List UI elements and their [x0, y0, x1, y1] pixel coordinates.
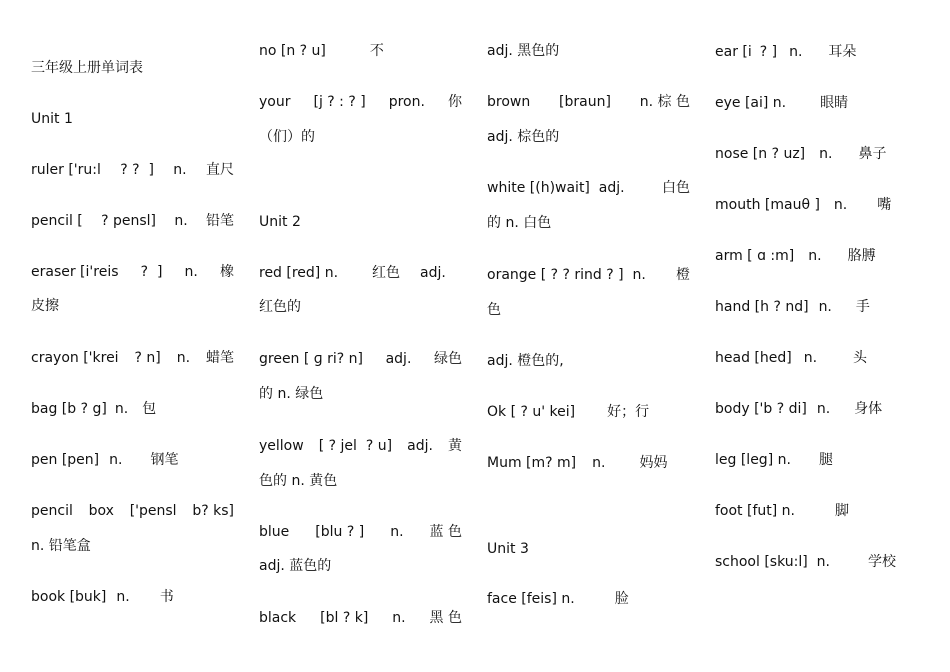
entry-your-cont: （们）的	[259, 129, 315, 145]
entry-green-cont: 的 n. 绿色	[259, 386, 324, 402]
entry-nose: nose [n ? uz] n. 鼻子	[715, 146, 887, 162]
entry-face: face [feis] n. 脸	[487, 591, 629, 607]
entry-black: black [bl ? k] n. 黑 色	[259, 610, 462, 626]
entry-ear: ear [i ? ] n. 耳朵	[715, 44, 857, 60]
entry-eye: eye [ai] n. 眼睛	[715, 95, 849, 111]
entry-pencil-box: pencil box ['pensl b? ks]	[31, 503, 234, 519]
entry-orange-cont: 色	[487, 302, 501, 318]
entry-no: no [n ? u] 不	[259, 43, 384, 59]
entry-black-cont: adj. 黑色的	[487, 43, 560, 59]
entry-yellow: yellow [ ? jel ? u] adj. 黄	[259, 438, 462, 454]
entry-blue-cont: adj. 蓝色的	[259, 558, 332, 574]
entry-leg: leg [leg] n. 腿	[715, 452, 833, 468]
entry-bag: bag [b ? g] n. 包	[31, 401, 157, 417]
entry-head: head [hed] n. 头	[715, 350, 868, 366]
entry-foot: foot [fut] n. 脚	[715, 503, 849, 519]
entry-brown-cont: adj. 棕色的	[487, 129, 560, 145]
unit-2-heading: Unit 2	[259, 214, 301, 230]
entry-red: red [red] n. 红色 adj.	[259, 265, 446, 281]
entry-eraser: eraser [i'reis ? ] n. 橡	[31, 264, 234, 280]
entry-green: green [ ɡ ri? n] adj. 绿色	[259, 351, 462, 367]
entry-red-cont: 红色的	[259, 299, 301, 315]
entry-brown: brown [braun] n. 棕 色	[487, 94, 690, 110]
entry-mum: Mum [m? m] n. 妈妈	[487, 455, 668, 471]
entry-eraser-cont: 皮擦	[31, 298, 59, 314]
entry-your: your [j ? : ? ] pron. 你	[259, 94, 462, 110]
entry-body: body ['b ? di] n. 身体	[715, 401, 883, 417]
unit-1-heading: Unit 1	[31, 111, 73, 127]
entry-pencil-box-cont: n. 铅笔盒	[31, 538, 91, 554]
entry-yellow-cont: 色的 n. 黄色	[259, 473, 338, 489]
unit-3-heading: Unit 3	[487, 541, 529, 557]
entry-mouth: mouth [mauθ ] n. 嘴	[715, 197, 892, 213]
entry-orange-adj: adj. 橙色的,	[487, 353, 564, 369]
entry-white-cont: 的 n. 白色	[487, 215, 552, 231]
entry-book: book [buk] n. 书	[31, 589, 174, 605]
entry-orange: orange [ ? ? rind ? ] n. 橙	[487, 267, 690, 283]
entry-school: school [sku:l] n. 学校	[715, 554, 896, 570]
entry-pen: pen [pen] n. 钢笔	[31, 452, 179, 468]
entry-arm: arm [ ɑ :m] n. 胳膊	[715, 248, 876, 264]
entry-ok: Ok [ ? u' kei] 好；行	[487, 404, 650, 420]
page-title: 三年级上册单词表	[31, 60, 143, 76]
entry-ruler: ruler ['ru:l ? ? ] n. 直尺	[31, 162, 234, 178]
entry-pencil: pencil [ ? pensl] n. 铅笔	[31, 213, 234, 229]
entry-blue: blue [blu ? ] n. 蓝 色	[259, 524, 462, 540]
entry-white: white [(h)wait] adj. 白色	[487, 180, 690, 196]
entry-hand: hand [h ? nd] n. 手	[715, 299, 870, 315]
entry-crayon: crayon ['krei ? n] n. 蜡笔	[31, 350, 234, 366]
